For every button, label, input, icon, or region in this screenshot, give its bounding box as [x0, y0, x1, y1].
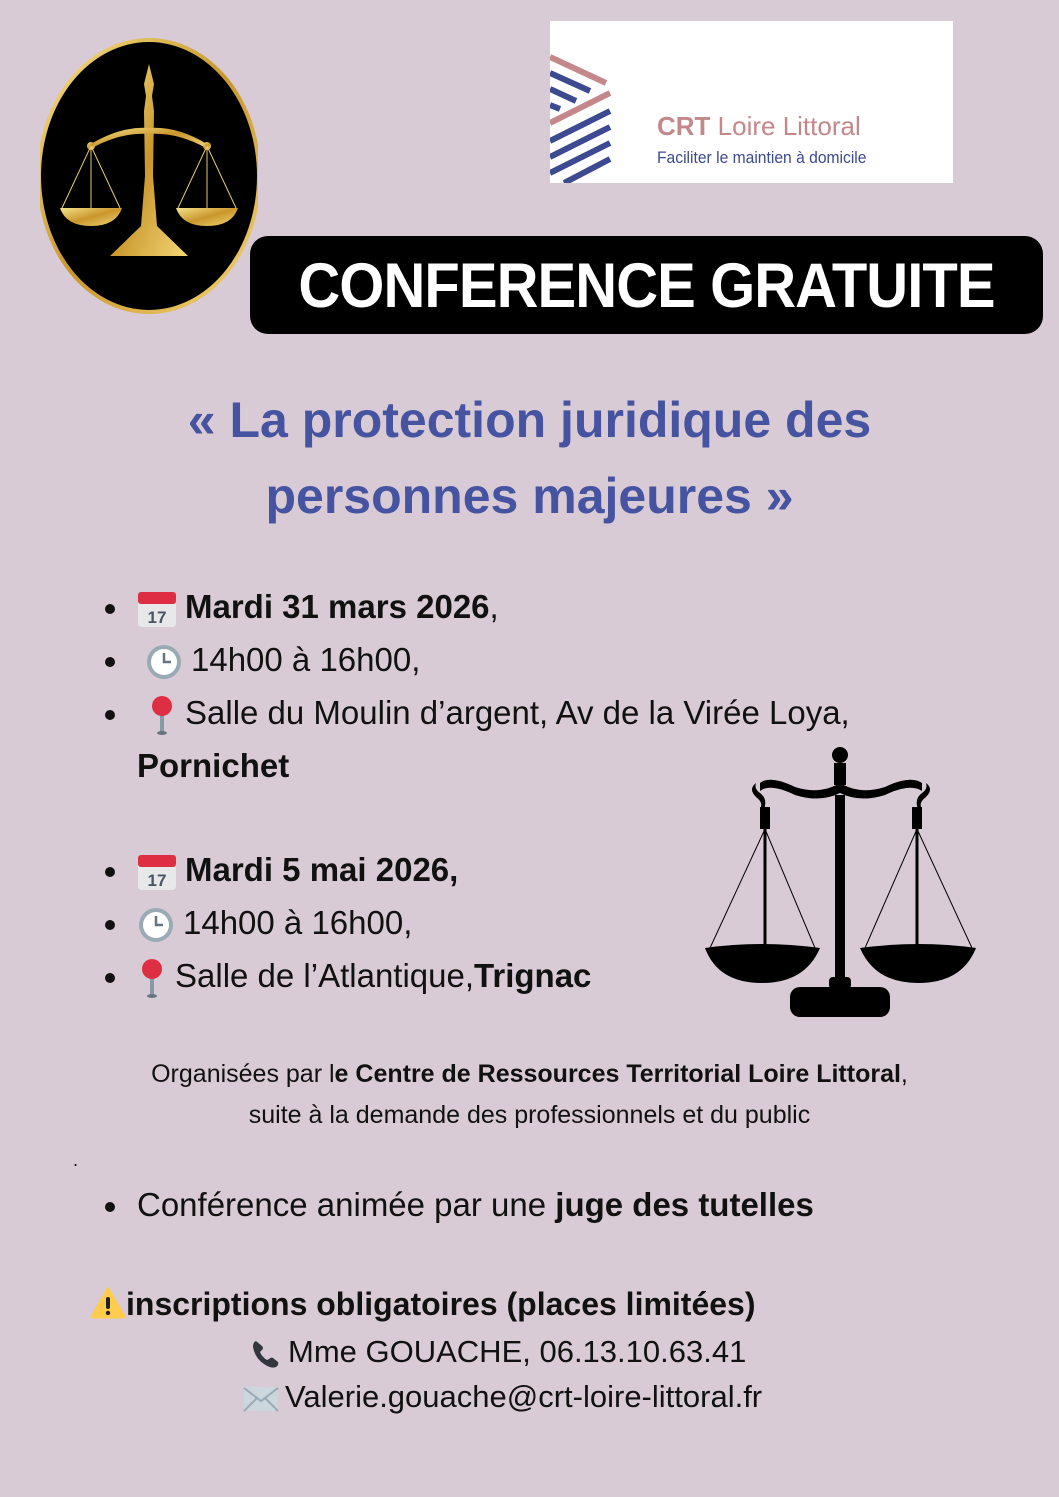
- calendar-icon: [137, 852, 177, 892]
- contact-phone: Mme GOUACHE, 06.13.10.63.41: [250, 1334, 746, 1370]
- registration-notice: inscriptions obligatoires (places limitées): [90, 1286, 756, 1323]
- gold-scales-emblem-icon: [36, 36, 262, 316]
- crt-loire-littoral-logo: [550, 21, 953, 183]
- logo-brand-name: CRT Loire Littoral: [657, 111, 861, 141]
- svg-text:17: 17: [147, 608, 167, 628]
- round-pushpin-icon: [147, 695, 177, 735]
- chevron-stripes-logo-icon: [550, 51, 612, 183]
- contact-email[interactable]: Valerie.gouache@crt-loire-littoral.fr: [243, 1379, 762, 1415]
- round-pushpin-icon: [137, 958, 167, 998]
- envelope-icon: [243, 1385, 279, 1413]
- session-time: 14h00 à 16h00,: [105, 633, 850, 686]
- conference-title: « La protection juridique des personnes majeures »: [187, 392, 872, 524]
- speaker-list: [105, 1178, 814, 1231]
- session-2: [105, 843, 591, 1002]
- session-place: Salle de l’Atlantique,Trignac: [105, 949, 591, 1002]
- organizer-text: Organisées par le Centre de Ressources Territorial Loire Littoral, suite à la demande des professionnels et du public: [151, 1060, 908, 1129]
- speaker-item: Conférence animée par une juge des tutelles: [105, 1178, 814, 1231]
- banner-text: CONFERENCE GRATUITE: [298, 251, 995, 321]
- clock-icon: [145, 643, 183, 681]
- session-time: 14h00 à 16h00,: [105, 896, 591, 949]
- stray-dot: .: [73, 1150, 79, 1170]
- logo-tagline: Faciliter le maintien à domicile: [657, 148, 867, 167]
- session-date: 17 Mardi 5 mai 2026,: [105, 843, 591, 896]
- conference-banner: [250, 236, 1043, 334]
- session-city: Pornichet: [137, 747, 290, 784]
- svg-text:17: 17: [147, 871, 167, 891]
- warning-icon: [90, 1287, 126, 1319]
- telephone-icon: [250, 1338, 282, 1370]
- calendar-icon: [137, 589, 177, 629]
- clock-icon: [137, 906, 175, 944]
- session-date: 17 Mardi 31 mars 2026,: [105, 580, 850, 633]
- scales-of-justice-icon: [700, 745, 985, 1025]
- session-place: Salle du Moulin d’argent, Av de la Virée Loya,: [105, 686, 850, 739]
